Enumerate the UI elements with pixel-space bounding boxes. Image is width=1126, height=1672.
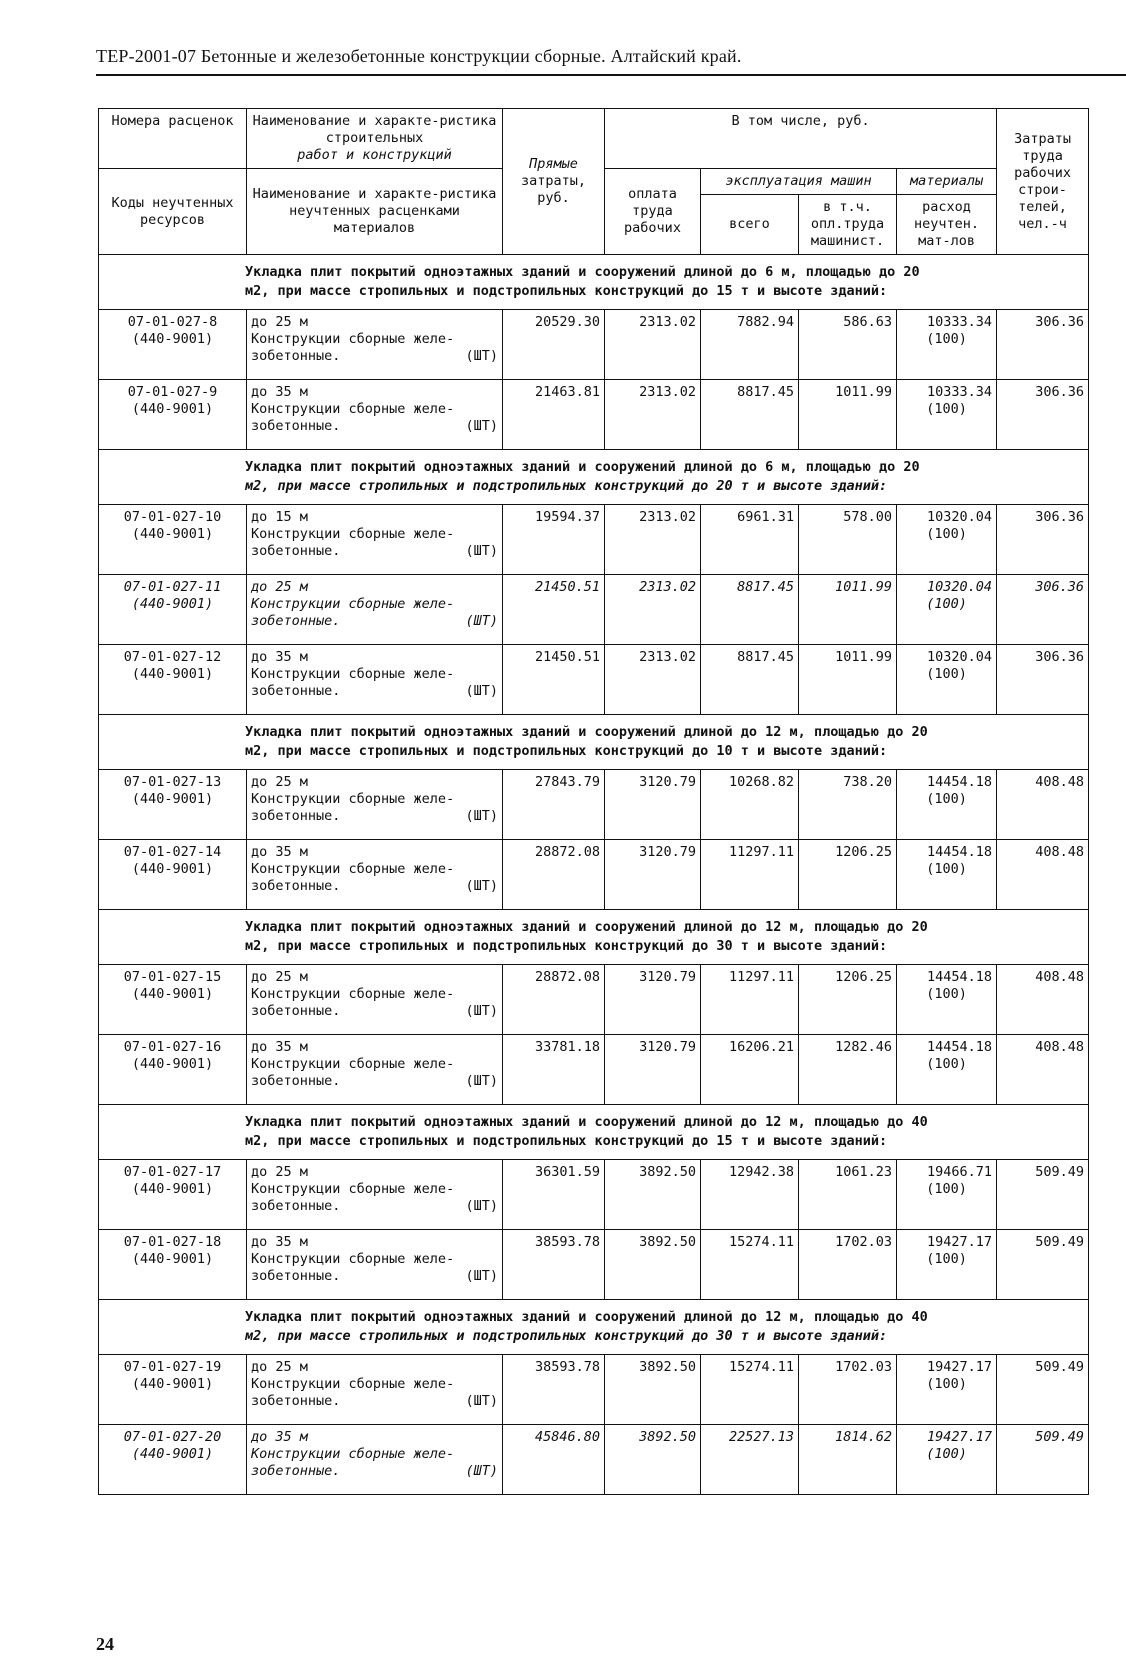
resource-code: (440-9001) — [131, 986, 214, 1002]
section-header-row — [99, 450, 1089, 505]
direct-cost: 38593.78 — [503, 1355, 605, 1425]
running-title: ТЕР-2001-07 Бетонные и железобетонные конструкции сборные. Алтайский край. — [96, 46, 742, 66]
resource-code: (440-9001) — [131, 596, 214, 612]
resource-code: (440-9001) — [131, 1446, 214, 1462]
materials-cost: 14454.18 — [927, 969, 993, 985]
wage: 3892.50 — [605, 1355, 701, 1425]
materials-qty: (100) — [926, 1446, 967, 1462]
resource-code: (440-9001) — [131, 1181, 214, 1197]
resource-code: (440-9001) — [131, 666, 214, 682]
resource-code: (440-9001) — [131, 331, 214, 347]
rate-code-cell — [99, 770, 247, 840]
rate-code: 07-01-027-18 — [123, 1234, 222, 1250]
work-name-cell — [247, 1355, 503, 1425]
labor-cost: 408.48 — [997, 840, 1089, 910]
work-name-cell — [247, 965, 503, 1035]
materials-cell — [897, 1355, 997, 1425]
height-limit: до 25 м — [251, 579, 308, 595]
section-header-row — [99, 1300, 1089, 1355]
materials-cost: 14454.18 — [927, 844, 993, 860]
materials-cell — [897, 1425, 997, 1495]
wage: 3120.79 — [605, 770, 701, 840]
height-limit: до 35 м — [251, 844, 308, 860]
height-limit: до 25 м — [251, 969, 308, 985]
rate-code: 07-01-027-19 — [123, 1359, 222, 1375]
rate-code: 07-01-027-9 — [127, 384, 218, 400]
section-title — [99, 910, 1089, 965]
materials-cost: 19466.71 — [927, 1164, 993, 1180]
materials-cost: 10320.04 — [927, 509, 993, 525]
height-limit: до 35 м — [251, 649, 308, 665]
section-title-line-1: Укладка плит покрытий одноэтажных зданий и сооружений длиной до 6 м, площадью до 20 — [245, 264, 920, 280]
header-work-name-ital: работ и конструкций — [297, 147, 452, 163]
header-direct-ital: Прямые — [529, 156, 578, 172]
work-name-cell — [247, 380, 503, 450]
header-rate-number: Номера расценок — [99, 109, 247, 169]
unit: (ШТ) — [465, 1073, 498, 1089]
header-work-name — [247, 109, 503, 169]
material-name: Конструкции сборные желе-зобетонные. — [251, 526, 455, 559]
table-row — [99, 575, 1089, 645]
rate-code-cell — [99, 840, 247, 910]
table-row — [99, 380, 1089, 450]
wage: 2313.02 — [605, 380, 701, 450]
section-header-row — [99, 910, 1089, 965]
header-machines: эксплуатация машин — [701, 169, 897, 195]
resource-code: (440-9001) — [131, 791, 214, 807]
table-row — [99, 310, 1089, 380]
machines-total: 10268.82 — [701, 770, 799, 840]
material-name: Конструкции сборные желе-зобетонные. — [251, 986, 455, 1019]
materials-qty: (100) — [926, 986, 967, 1002]
machines-wage: 1702.03 — [799, 1230, 897, 1300]
materials-qty: (100) — [926, 331, 967, 347]
header-machines-wage: в т.ч. опл.труда машинист. — [799, 195, 897, 255]
machines-wage: 1011.99 — [799, 645, 897, 715]
rate-code-cell — [99, 1425, 247, 1495]
materials-cost: 10320.04 — [927, 649, 993, 665]
materials-qty: (100) — [926, 1056, 967, 1072]
unit: (ШТ) — [465, 543, 498, 559]
labor-cost: 306.36 — [997, 380, 1089, 450]
work-name-cell — [247, 840, 503, 910]
height-limit: до 35 м — [251, 384, 308, 400]
direct-cost: 28872.08 — [503, 965, 605, 1035]
materials-cost: 14454.18 — [927, 1039, 993, 1055]
materials-cell — [897, 1035, 997, 1105]
height-limit: до 15 м — [251, 509, 308, 525]
section-title — [99, 450, 1089, 505]
rate-code-cell — [99, 575, 247, 645]
section-header-row — [99, 1105, 1089, 1160]
section-title-line-2: м2, при массе стропильных и подстропильных конструкций до 30 т и высоте зданий: — [245, 1328, 888, 1344]
material-name: Конструкции сборные желе-зобетонные. — [251, 1376, 455, 1409]
materials-qty: (100) — [926, 526, 967, 542]
direct-cost: 38593.78 — [503, 1230, 605, 1300]
section-title-line-1: Укладка плит покрытий одноэтажных зданий и сооружений длиной до 12 м, площадью до 40 — [245, 1114, 928, 1130]
labor-cost: 408.48 — [997, 965, 1089, 1035]
direct-cost: 45846.80 — [503, 1425, 605, 1495]
materials-qty: (100) — [926, 791, 967, 807]
rates-table-body — [99, 109, 1089, 1495]
work-name-cell — [247, 645, 503, 715]
rate-code-cell — [99, 1160, 247, 1230]
machines-wage: 1011.99 — [799, 380, 897, 450]
material-name: Конструкции сборные желе-зобетонные. — [251, 1056, 455, 1089]
materials-cost: 10333.34 — [927, 384, 993, 400]
materials-cost: 19427.17 — [927, 1234, 993, 1250]
unit: (ШТ) — [465, 1268, 498, 1284]
labor-cost: 509.49 — [997, 1425, 1089, 1495]
section-title — [99, 1105, 1089, 1160]
section-title-line-1: Укладка плит покрытий одноэтажных зданий и сооружений длиной до 12 м, площадью до 20 — [245, 919, 928, 935]
materials-cell — [897, 645, 997, 715]
machines-total: 15274.11 — [701, 1355, 799, 1425]
table-row — [99, 1035, 1089, 1105]
section-title-line-2: м2, при массе стропильных и подстропильных конструкций до 10 т и высоте зданий: — [245, 743, 888, 759]
machines-wage: 1061.23 — [799, 1160, 897, 1230]
header-labor: Затраты труда рабочих строи-телей, чел.-ч — [997, 109, 1089, 255]
materials-cell — [897, 380, 997, 450]
work-name-cell — [247, 505, 503, 575]
materials-qty: (100) — [926, 596, 967, 612]
direct-cost: 33781.18 — [503, 1035, 605, 1105]
labor-cost: 306.36 — [997, 645, 1089, 715]
work-name-cell — [247, 575, 503, 645]
height-limit: до 35 м — [251, 1429, 308, 1445]
rate-code-cell — [99, 1355, 247, 1425]
materials-qty: (100) — [926, 1376, 967, 1392]
header-including: В том числе, руб. — [605, 109, 997, 169]
direct-cost: 21450.51 — [503, 645, 605, 715]
rate-code: 07-01-027-20 — [123, 1429, 222, 1445]
material-name: Конструкции сборные желе-зобетонные. — [251, 861, 455, 894]
labor-cost: 509.49 — [997, 1355, 1089, 1425]
materials-cell — [897, 505, 997, 575]
machines-total: 16206.21 — [701, 1035, 799, 1105]
table-row — [99, 1425, 1089, 1495]
machines-total: 8817.45 — [701, 575, 799, 645]
work-name-cell — [247, 1035, 503, 1105]
materials-qty: (100) — [926, 666, 967, 682]
section-title-line-2: м2, при массе стропильных и подстропильных конструкций до 15 т и высоте зданий: — [245, 1133, 888, 1149]
wage: 2313.02 — [605, 505, 701, 575]
unit: (ШТ) — [465, 1198, 498, 1214]
materials-cell — [897, 840, 997, 910]
table-row — [99, 505, 1089, 575]
materials-cell — [897, 575, 997, 645]
unit: (ШТ) — [465, 683, 498, 699]
height-limit: до 35 м — [251, 1039, 308, 1055]
work-name-cell — [247, 770, 503, 840]
header-work-name-text: Наименование и характе-ристика строительных — [252, 113, 497, 146]
section-title-line-2: м2, при массе стропильных и подстропильных конструкций до 30 т и высоте зданий: — [245, 938, 888, 954]
rate-code-cell — [99, 965, 247, 1035]
labor-cost: 306.36 — [997, 310, 1089, 380]
machines-total: 6961.31 — [701, 505, 799, 575]
section-title — [99, 1300, 1089, 1355]
materials-cost: 10320.04 — [927, 579, 993, 595]
header-rule — [96, 74, 1126, 76]
table-row — [99, 770, 1089, 840]
header-wage: оплата труда рабочих — [605, 169, 701, 255]
material-name: Конструкции сборные желе-зобетонные. — [251, 666, 455, 699]
header-materials: материалы — [897, 169, 997, 195]
table-row — [99, 645, 1089, 715]
machines-wage: 1282.46 — [799, 1035, 897, 1105]
material-name: Конструкции сборные желе-зобетонные. — [251, 1446, 455, 1479]
wage: 2313.02 — [605, 310, 701, 380]
resource-code: (440-9001) — [131, 526, 214, 542]
direct-cost: 36301.59 — [503, 1160, 605, 1230]
machines-total: 8817.45 — [701, 645, 799, 715]
unit: (ШТ) — [465, 1003, 498, 1019]
materials-cost: 14454.18 — [927, 774, 993, 790]
labor-cost: 306.36 — [997, 505, 1089, 575]
table-row — [99, 1160, 1089, 1230]
resource-code: (440-9001) — [131, 1251, 214, 1267]
direct-cost: 28872.08 — [503, 840, 605, 910]
materials-qty: (100) — [926, 1181, 967, 1197]
machines-total: 7882.94 — [701, 310, 799, 380]
direct-cost: 20529.30 — [503, 310, 605, 380]
table-row — [99, 840, 1089, 910]
rate-code-cell — [99, 1230, 247, 1300]
machines-wage: 586.63 — [799, 310, 897, 380]
unit: (ШТ) — [465, 808, 498, 824]
rate-code: 07-01-027-17 — [123, 1164, 222, 1180]
header-resource-codes: Коды неучтенных ресурсов — [99, 169, 247, 255]
material-name: Конструкции сборные желе-зобетонные. — [251, 791, 455, 824]
machines-total: 8817.45 — [701, 380, 799, 450]
direct-cost: 27843.79 — [503, 770, 605, 840]
materials-qty: (100) — [926, 861, 967, 877]
section-header-row — [99, 715, 1089, 770]
rate-code: 07-01-027-16 — [123, 1039, 222, 1055]
section-title-line-1: Укладка плит покрытий одноэтажных зданий и сооружений длиной до 12 м, площадью до 40 — [245, 1309, 928, 1325]
wage: 2313.02 — [605, 645, 701, 715]
table-row — [99, 1355, 1089, 1425]
rate-code: 07-01-027-12 — [123, 649, 222, 665]
resource-code: (440-9001) — [131, 1376, 214, 1392]
section-title-line-1: Укладка плит покрытий одноэтажных зданий и сооружений длиной до 12 м, площадью до 20 — [245, 724, 928, 740]
rate-code: 07-01-027-15 — [123, 969, 222, 985]
header-row-top — [99, 109, 1089, 169]
direct-cost: 21463.81 — [503, 380, 605, 450]
table-row — [99, 1230, 1089, 1300]
machines-wage: 738.20 — [799, 770, 897, 840]
height-limit: до 25 м — [251, 1164, 308, 1180]
wage: 3892.50 — [605, 1160, 701, 1230]
material-name: Конструкции сборные желе-зобетонные. — [251, 1181, 455, 1214]
section-title — [99, 715, 1089, 770]
materials-qty: (100) — [926, 401, 967, 417]
height-limit: до 35 м — [251, 1234, 308, 1250]
labor-cost: 509.49 — [997, 1160, 1089, 1230]
wage: 2313.02 — [605, 575, 701, 645]
section-title — [99, 255, 1089, 310]
rate-code: 07-01-027-14 — [123, 844, 222, 860]
header-direct-cost — [503, 109, 605, 255]
header-consumption: расход неучтен. мат-лов — [897, 195, 997, 255]
section-header-row — [99, 255, 1089, 310]
material-name: Конструкции сборные желе-зобетонные. — [251, 596, 455, 629]
materials-cell — [897, 770, 997, 840]
section-title-line-2: м2, при массе стропильных и подстропильных конструкций до 15 т и высоте зданий: — [245, 283, 888, 299]
machines-total: 11297.11 — [701, 965, 799, 1035]
rate-code-cell — [99, 380, 247, 450]
machines-wage: 1011.99 — [799, 575, 897, 645]
materials-cell — [897, 1230, 997, 1300]
resource-code: (440-9001) — [131, 401, 214, 417]
direct-cost: 19594.37 — [503, 505, 605, 575]
machines-wage: 1702.03 — [799, 1355, 897, 1425]
wage: 3892.50 — [605, 1230, 701, 1300]
machines-total: 11297.11 — [701, 840, 799, 910]
machines-total: 12942.38 — [701, 1160, 799, 1230]
machines-wage: 1206.25 — [799, 965, 897, 1035]
wage: 3120.79 — [605, 965, 701, 1035]
unit: (ШТ) — [465, 348, 498, 364]
wage: 3120.79 — [605, 840, 701, 910]
work-name-cell — [247, 1160, 503, 1230]
rate-code: 07-01-027-8 — [127, 314, 218, 330]
materials-qty: (100) — [926, 1251, 967, 1267]
materials-cost: 19427.17 — [927, 1429, 993, 1445]
unit: (ШТ) — [465, 418, 498, 434]
work-name-cell — [247, 310, 503, 380]
wage: 3120.79 — [605, 1035, 701, 1105]
material-name: Конструкции сборные желе-зобетонные. — [251, 401, 455, 434]
unit: (ШТ) — [465, 878, 498, 894]
materials-cell — [897, 1160, 997, 1230]
rates-table — [98, 108, 1089, 1495]
materials-cost: 10333.34 — [927, 314, 993, 330]
wage: 3892.50 — [605, 1425, 701, 1495]
height-limit: до 25 м — [251, 774, 308, 790]
direct-cost: 21450.51 — [503, 575, 605, 645]
rate-code-cell — [99, 310, 247, 380]
page-number: 24 — [96, 1634, 114, 1654]
unit: (ШТ) — [465, 1393, 498, 1409]
material-name: Конструкции сборные желе-зобетонные. — [251, 331, 455, 364]
rate-code-cell — [99, 645, 247, 715]
header-direct-text: затраты, руб. — [520, 173, 587, 206]
labor-cost: 408.48 — [997, 770, 1089, 840]
header-unaccounted-materials: Наименование и характе-ристика неучтенных расценками материалов — [247, 169, 503, 255]
height-limit: до 25 м — [251, 314, 308, 330]
resource-code: (440-9001) — [131, 861, 214, 877]
material-name: Конструкции сборные желе-зобетонные. — [251, 1251, 455, 1284]
machines-wage: 1814.62 — [799, 1425, 897, 1495]
rate-code-cell — [99, 505, 247, 575]
section-title-line-1: Укладка плит покрытий одноэтажных зданий и сооружений длиной до 6 м, площадью до 20 — [245, 459, 920, 475]
work-name-cell — [247, 1230, 503, 1300]
work-name-cell — [247, 1425, 503, 1495]
unit: (ШТ) — [465, 1463, 498, 1479]
resource-code: (440-9001) — [131, 1056, 214, 1072]
labor-cost: 509.49 — [997, 1230, 1089, 1300]
section-title-line-2: м2, при массе стропильных и подстропильных конструкций до 20 т и высоте зданий: — [245, 478, 888, 494]
materials-cell — [897, 965, 997, 1035]
labor-cost: 408.48 — [997, 1035, 1089, 1105]
rate-code: 07-01-027-13 — [123, 774, 222, 790]
rate-code: 07-01-027-11 — [123, 579, 222, 595]
rate-code-cell — [99, 1035, 247, 1105]
table-row — [99, 965, 1089, 1035]
rate-code: 07-01-027-10 — [123, 509, 222, 525]
header-machines-total: всего — [701, 195, 799, 255]
machines-wage: 578.00 — [799, 505, 897, 575]
machines-wage: 1206.25 — [799, 840, 897, 910]
machines-total: 15274.11 — [701, 1230, 799, 1300]
materials-cell — [897, 310, 997, 380]
unit: (ШТ) — [465, 613, 498, 629]
machines-total: 22527.13 — [701, 1425, 799, 1495]
labor-cost: 306.36 — [997, 575, 1089, 645]
height-limit: до 25 м — [251, 1359, 308, 1375]
materials-cost: 19427.17 — [927, 1359, 993, 1375]
